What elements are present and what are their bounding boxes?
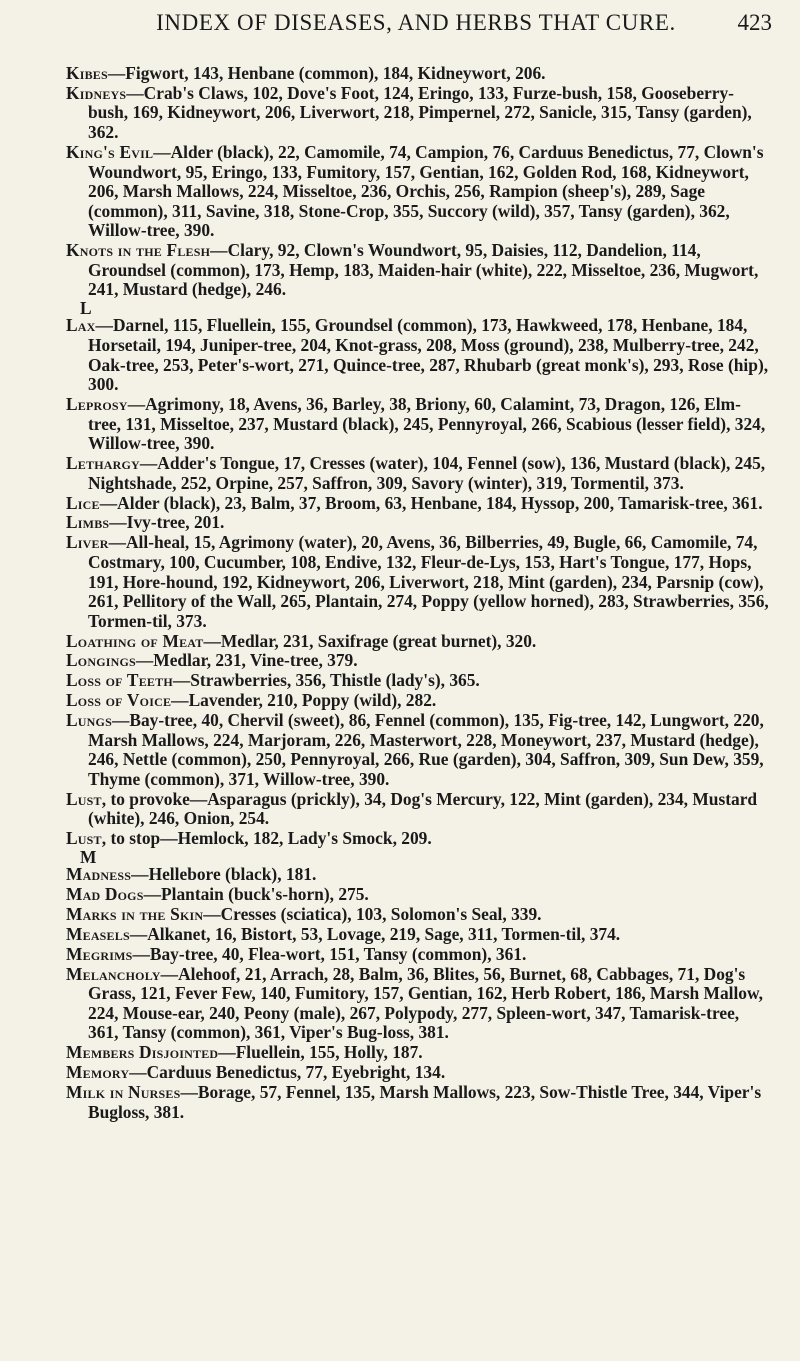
index-entry [66, 965, 772, 1043]
entry-term: Memory [66, 1062, 130, 1083]
entry-term: Lethargy [66, 453, 140, 474]
index-entry [66, 241, 772, 300]
index-entry [66, 651, 772, 671]
entry-term: Milk in Nurses [66, 1082, 181, 1103]
entry-references: —Hellebore (black), 181. [131, 864, 317, 885]
running-head [60, 4, 772, 44]
index-entry [66, 64, 772, 84]
index-entry [66, 395, 772, 454]
index-entry [66, 865, 772, 885]
index-entries [66, 64, 772, 1123]
entry-references: , to stop—Hemlock, 182, Lady's Smock, 209. [101, 828, 432, 849]
index-entry [66, 1063, 772, 1083]
index-entry [66, 533, 772, 631]
entry-term: Loathing of Meat [66, 630, 204, 651]
entry-references: —Plantain (buck's-horn), 275. [143, 884, 369, 905]
page-number: 423 [737, 10, 772, 35]
entry-term: Mad Dogs [66, 884, 144, 905]
page-title: INDEX OF DISEASES, AND HERBS THAT CURE. [156, 10, 676, 35]
entry-references: —Cresses (sciatica), 103, Solomon's Seal, 339. [203, 903, 542, 924]
entry-term: Loss of Voice [66, 690, 172, 711]
entry-term: Leprosy [66, 393, 128, 414]
index-entry [66, 885, 772, 905]
entry-references: —Bay-tree, 40, Chervil (sweet), 86, Fennel (common), 135, Fig-tree, 142, Lungwort, 220, Marsh Mallows, 224, Marjoram, 226, Masterwort, 228, Moneywort, 237, Mustard (hedge), 246, Nettle (common), 250, Pennyroyal, 266, Rue (garden), 304, Saffron, 309, Sun Dew, 359, Thyme (common), 371, Willow-tree, 390. [88, 710, 764, 789]
index-entry [66, 1043, 772, 1063]
entry-references: —Figwort, 143, Henbane (common), 184, Kidneywort, 206. [107, 63, 546, 83]
entry-references: —Clary, 92, Clown's Woundwort, 95, Daisies, 112, Dandelion, 114, Groundsel (common), 173, Hemp, 183, Maiden-hair (white), 222, Misseltoe, 236, Mugwort, 241, Mustard (hedge), 246. [88, 240, 759, 300]
index-entry [66, 945, 772, 965]
entry-references: —Crab's Claws, 102, Dove's Foot, 124, Eringo, 133, Furze-bush, 158, Gooseberry-bush, 169, Kidneywort, 206, Liverwort, 218, Pimpernel, 272, Sanicle, 315, Tansy (garden), 362. [88, 82, 752, 143]
entry-references: —Medlar, 231, Saxifrage (great burnet), 320. [203, 630, 537, 651]
entry-references: —Borage, 57, Fennel, 135, Marsh Mallows, 223, Sow-Thistle Tree, 344, Viper's Bugloss, 381. [88, 1082, 762, 1122]
index-entry [66, 454, 772, 493]
entry-term: Liver [66, 532, 109, 553]
index-entry [66, 790, 772, 829]
entry-term: Longings [66, 650, 136, 671]
entry-references: , to provoke—Asparagus (prickly), 34, Dog's Mercury, 122, Mint (garden), 234, Mustard (white), 246, Onion, 254. [88, 788, 758, 829]
section-letter: M [80, 847, 97, 868]
index-entry [66, 316, 772, 394]
entry-term: Lungs [66, 710, 112, 731]
entry-references: —Fluellein, 155, Holly, 187. [218, 1042, 423, 1063]
entry-term: Limbs [66, 512, 110, 533]
entry-term: Measels [66, 923, 130, 944]
index-entry [66, 925, 772, 945]
index-entry [66, 829, 772, 849]
index-entry [66, 1083, 772, 1122]
entry-references: —Carduus Benedictus, 77, Eyebright, 134. [129, 1062, 446, 1083]
entry-term: King's Evil [66, 141, 154, 162]
index-entry [66, 691, 772, 711]
entry-references: —Alder (black), 22, Camomile, 74, Campion, 76, Carduus Benedictus, 77, Clown's Woundwort, 95, Eringo, 133, Fumitory, 157, Gentian, 162, Golden Rod, 168, Kidneywort, 206, Marsh Mallows, 224, Misseltoe, 236, Orchis, 256, Rampion (sheep's), 289, Sage (common), 311, Savine, 318, Stone-Crop, 355, Succory (wild), 357, Tansy (garden), 362, Willow-tree, 390. [88, 141, 764, 241]
entry-references: —Alkanet, 16, Bistort, 53, Lovage, 219, Sage, 311, Tormen-til, 374. [129, 923, 621, 944]
entry-term: Lax [66, 315, 96, 336]
entry-references: —Strawberries, 356, Thistle (lady's), 365. [172, 670, 480, 691]
index-entry [66, 671, 772, 691]
entry-references: —All-heal, 15, Agrimony (water), 20, Avens, 36, Bilberries, 49, Bugle, 66, Camomile, 74, Costmary, 100, Cucumber, 108, Endive, 132, Fleur-de-Lys, 153, Hart's Tongue, 177, Hops, 191, Hore-hound, 192, Kidneywort, 206, Liverwort, 218, Mint (garden), 234, Parsnip (cow), 261, Pellitory of the Wall, 265, Plantain, 274, Poppy (yellow horned), 283, Strawberries, 356, Tormen-til, 373. [88, 532, 769, 631]
index-entry [66, 632, 772, 652]
entry-references: —Alder (black), 23, Balm, 37, Broom, 63, Henbane, 184, Hyssop, 200, Tamarisk-tree, 361. [99, 492, 763, 513]
entry-references: —Medlar, 231, Vine-tree, 379. [135, 650, 358, 671]
entry-references: —Adder's Tongue, 17, Cresses (water), 104, Fennel (sow), 136, Mustard (black), 245, Nightshade, 252, Orpine, 257, Saffron, 309, Savory (winter), 319, Tormentil, 373. [88, 453, 766, 493]
entry-references: —Agrimony, 18, Avens, 36, Barley, 38, Briony, 60, Calamint, 73, Dragon, 126, Elm-tree, 131, Misseltoe, 237, Mustard (black), 245, Pennyroyal, 266, Scabious (lesser field), 324, Willow-tree, 390. [88, 393, 766, 454]
index-entry [66, 513, 772, 533]
entry-term: Marks in the Skin [66, 903, 204, 924]
section-letter: L [80, 298, 92, 319]
index-entry [66, 494, 772, 514]
index-entry [66, 84, 772, 143]
entry-term: Megrims [66, 943, 133, 964]
entry-term: Members Disjointed [66, 1042, 219, 1063]
index-entry [66, 143, 772, 241]
entry-references: —Ivy-tree, 201. [109, 512, 225, 533]
entry-term: Melancholy [66, 963, 161, 984]
entry-term: Madness [66, 864, 132, 885]
entry-term: Lust [66, 788, 102, 809]
entry-term: Knots in the Flesh [66, 240, 211, 261]
entry-term: Lust [66, 828, 102, 849]
entry-term: Loss of Teeth [66, 670, 173, 691]
entry-term: Kidneys [66, 82, 127, 103]
entry-term: Kibes [66, 63, 108, 83]
entry-references: —Lavender, 210, Poppy (wild), 282. [171, 690, 437, 711]
entry-references: —Darnel, 115, Fluellein, 155, Groundsel (common), 173, Hawkweed, 178, Henbane, 184, Horsetail, 194, Juniper-tree, 204, Knot-grass, 208, Moss (ground), 238, Mulberry-tree, 242, Oak-tree, 253, Peter's-wort, 271, Quince-tree, 287, Rhubarb (great monk's), 293, Rose (hip), 300. [88, 315, 769, 395]
entry-references: —Alehoof, 21, Arrach, 28, Balm, 36, Blites, 56, Burnet, 68, Cabbages, 71, Dog's Grass, 121, Fever Few, 140, Fumitory, 157, Gentian, 162, Herb Robert, 186, Marsh Mallow, 224, Mouse-ear, 240, Peony (male), 267, Polypody, 277, Spleen-wort, 347, Tamarisk-tree, 361, Tansy (common), 361, Viper's Bug-loss, 381. [88, 963, 763, 1043]
entry-term: Lice [66, 492, 100, 513]
index-entry [66, 711, 772, 789]
entry-references: —Bay-tree, 40, Flea-wort, 151, Tansy (common), 361. [132, 943, 527, 964]
index-entry [66, 905, 772, 925]
